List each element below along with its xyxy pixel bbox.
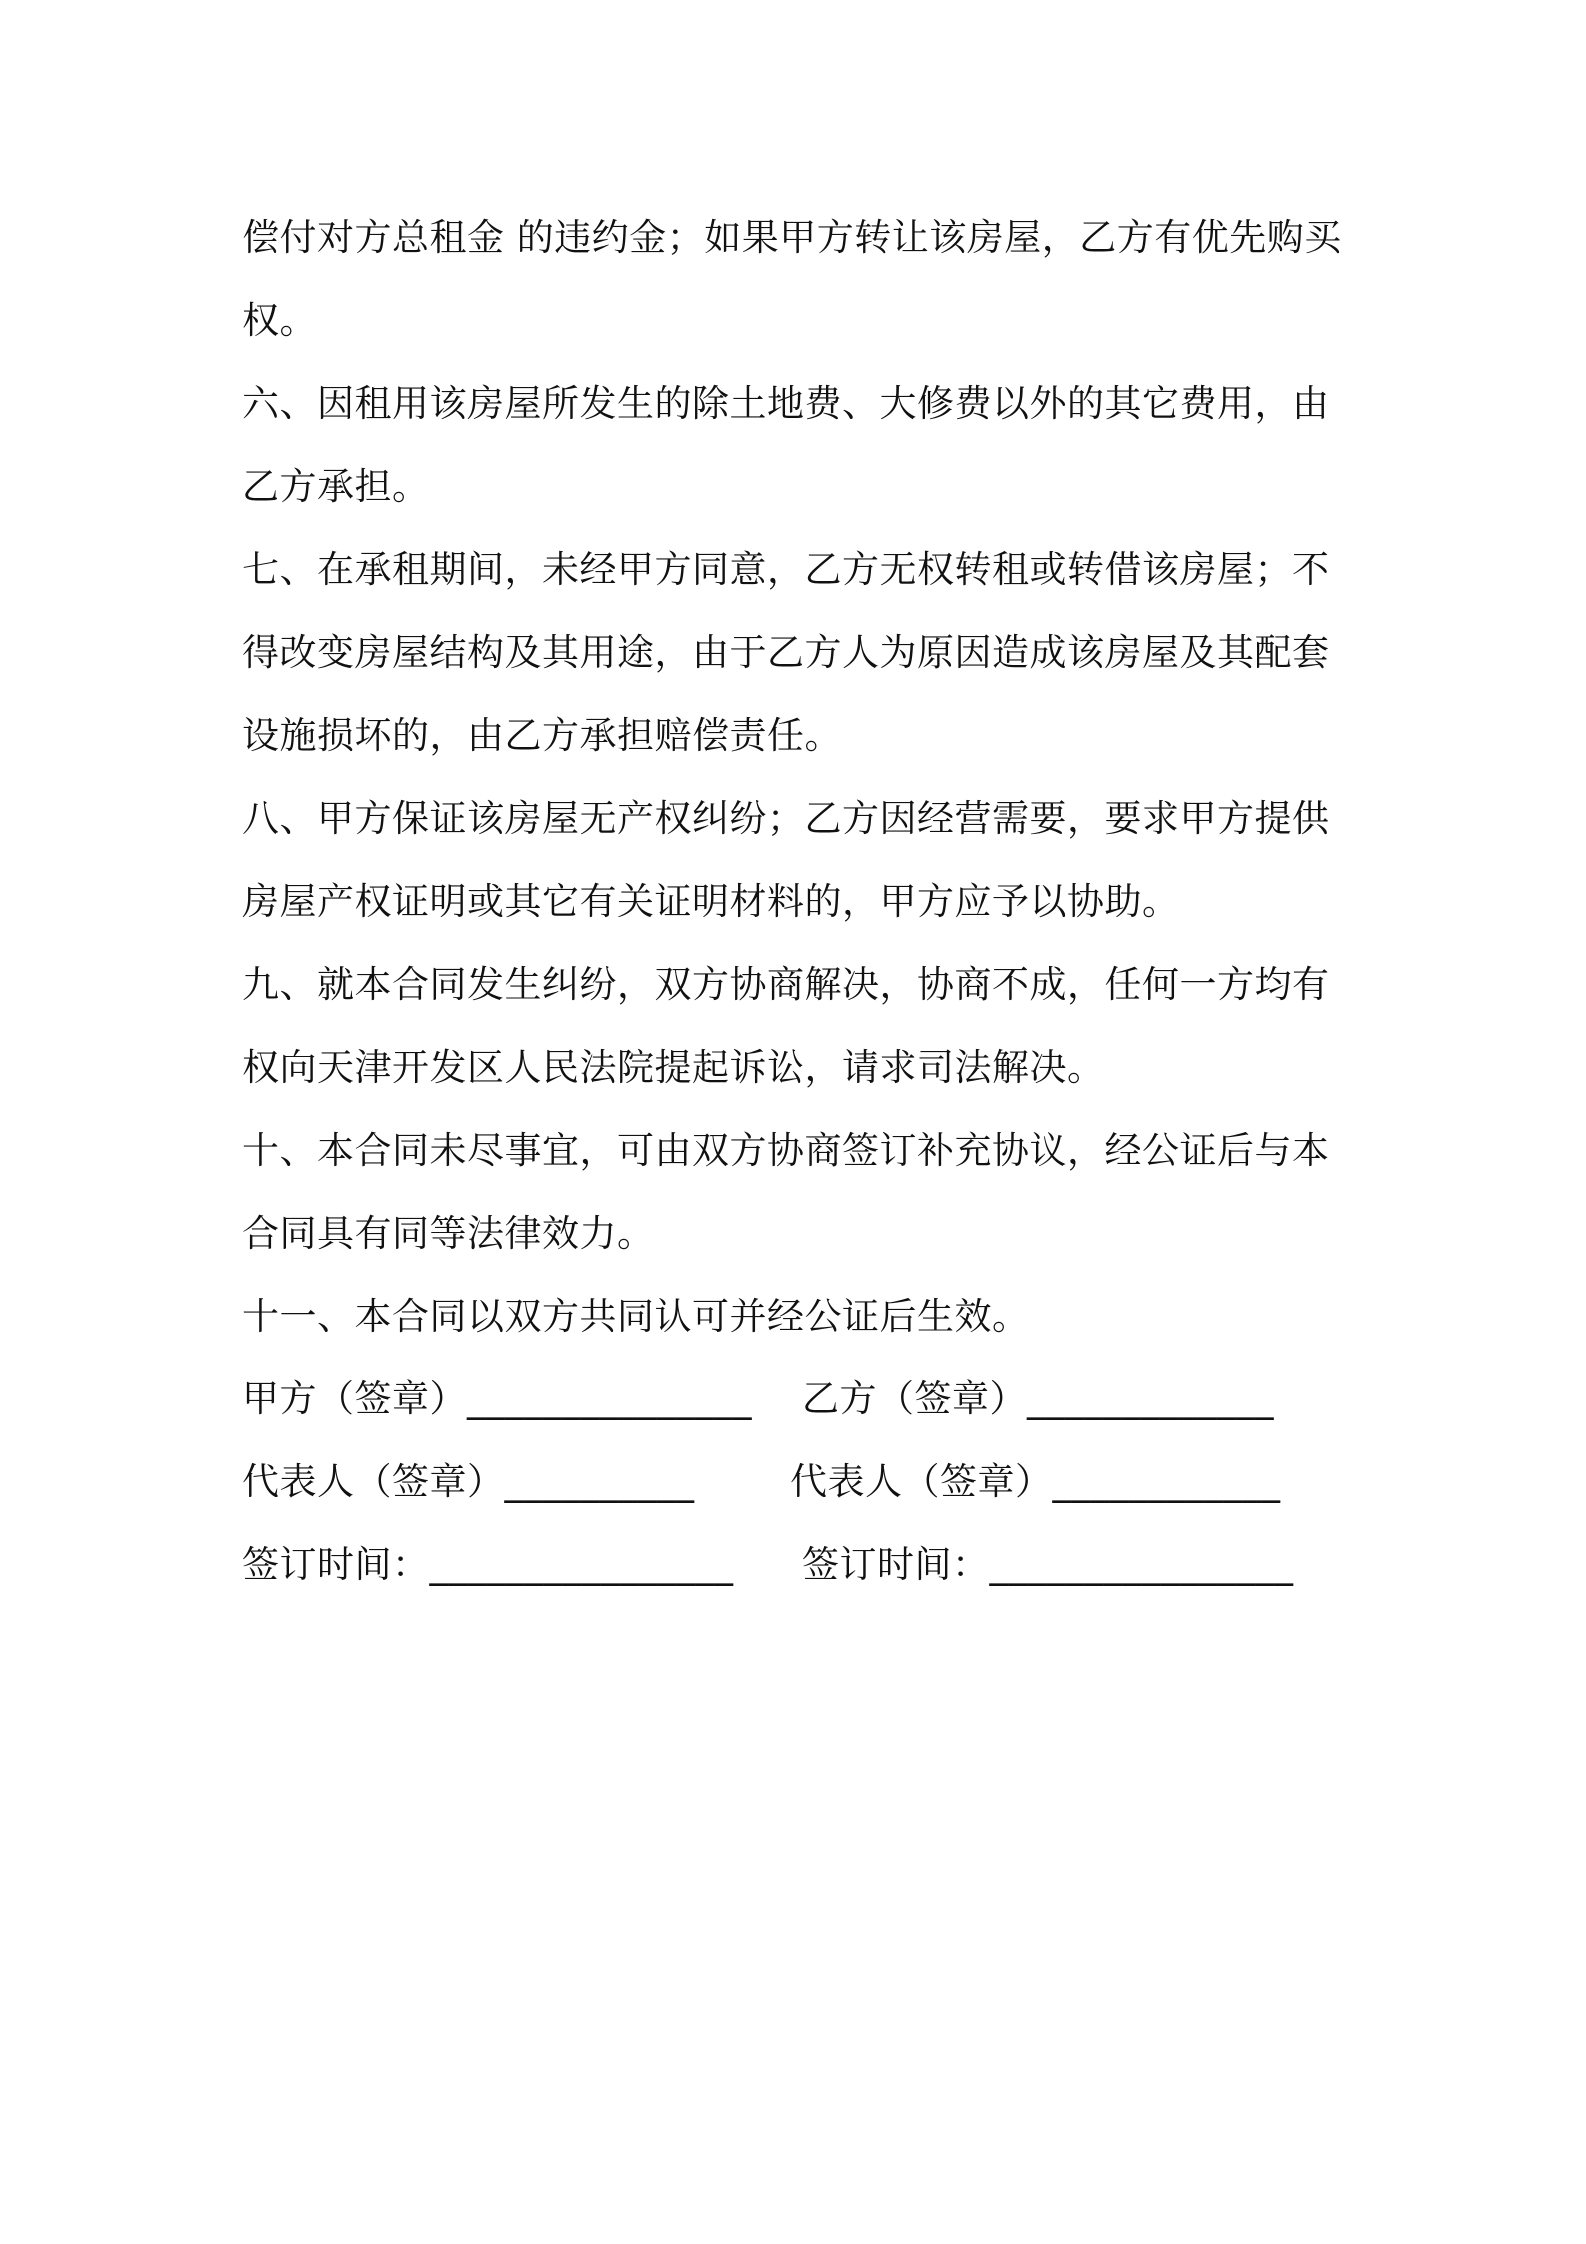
signature-row-party	[242, 1357, 1362, 1440]
signature-row-representative	[242, 1440, 1362, 1523]
signature-block	[242, 1357, 1362, 1606]
party-b-signature-line: 乙方（签章）_____________	[802, 1377, 1274, 1420]
paragraph-clause-9: 九、就本合同发生纠纷，双方协商解决，协商不成，任何一方均有权向天津开发区人民法院提起诉讼，请求司法解决。	[242, 963, 1330, 1089]
date-a-line: 签订时间：________________	[242, 1543, 734, 1586]
signature-row-date	[242, 1523, 1362, 1606]
paragraph-clause-6: 六、因租用该房屋所发生的除土地费、大修费以外的其它费用，由乙方承担。	[242, 382, 1330, 508]
paragraph-clause-11: 十一、本合同以双方共同认可并经公证后生效。	[242, 1295, 1030, 1338]
date-b-line: 签订时间：________________	[802, 1543, 1294, 1586]
paragraph-clause-7: 七、在承租期间，未经甲方同意，乙方无权转租或转借该房屋；不得改变房屋结构及其用途，由于乙方人为原因造成该房屋及其配套设施损坏的，由乙方承担赔偿责任。	[242, 548, 1330, 757]
party-a-signature-line: 甲方（签章）_______________	[242, 1377, 752, 1420]
paragraph-penalty-clause: 偿付对方总租金 的违约金；如果甲方转让该房屋，乙方有优先购买权。	[242, 216, 1342, 342]
representative-b-signature-line: 代表人（签章）____________	[790, 1460, 1281, 1503]
contract-body	[242, 196, 1362, 1358]
paragraph-clause-10: 十、本合同未尽事宜，可由双方协商签订补充协议，经公证后与本合同具有同等法律效力。	[242, 1129, 1330, 1255]
representative-a-signature-line: 代表人（签章）__________	[242, 1460, 695, 1503]
paragraph-clause-8: 八、甲方保证该房屋无产权纠纷；乙方因经营需要，要求甲方提供房屋产权证明或其它有关证明材料的，甲方应予以协助。	[242, 797, 1330, 923]
